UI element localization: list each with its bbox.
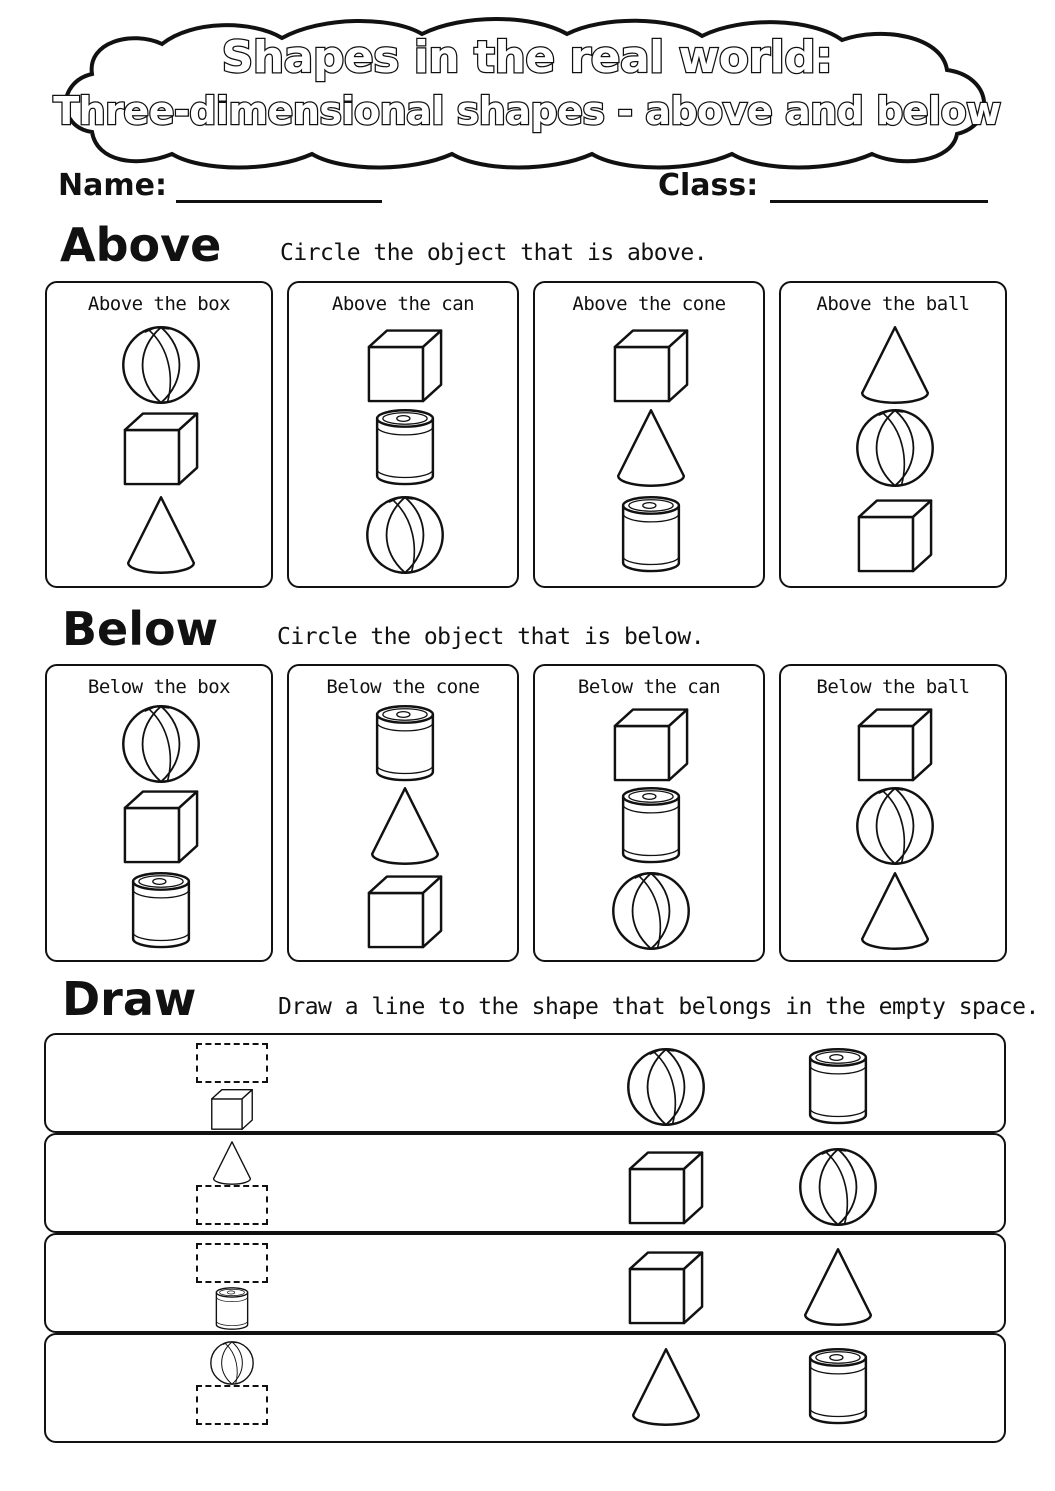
ball-icon[interactable] <box>854 785 936 871</box>
above-instruction: Circle the object that is above. <box>280 240 708 266</box>
above-box <box>45 281 273 588</box>
below-box <box>287 664 519 962</box>
empty-space[interactable] <box>196 1385 268 1425</box>
box-icon[interactable] <box>854 703 936 789</box>
cone-icon[interactable] <box>854 870 936 956</box>
can-icon[interactable] <box>120 870 202 956</box>
draw-heading: Draw <box>62 972 197 1026</box>
ball-icon[interactable] <box>364 494 446 580</box>
can-icon[interactable] <box>209 1286 255 1336</box>
empty-space[interactable] <box>196 1043 268 1083</box>
draw-row <box>44 1233 1006 1333</box>
cone-icon[interactable] <box>854 324 936 410</box>
below-instruction: Circle the object that is below. <box>277 624 705 650</box>
can-icon[interactable] <box>364 703 446 789</box>
ball-icon[interactable] <box>610 870 692 956</box>
empty-space[interactable] <box>196 1243 268 1283</box>
draw-row <box>44 1133 1006 1233</box>
above-box <box>287 281 519 588</box>
ball-icon[interactable] <box>209 1340 255 1390</box>
ball-icon[interactable] <box>120 703 202 789</box>
below-box <box>45 664 273 962</box>
box-icon[interactable] <box>120 407 202 493</box>
name-field[interactable] <box>176 200 382 203</box>
above-box-label: Above the cone <box>572 293 726 315</box>
box-icon[interactable] <box>625 1246 707 1332</box>
above-box-label: Above the box <box>87 293 231 315</box>
draw-row <box>44 1033 1006 1133</box>
below-box-label: Below the ball <box>816 676 970 698</box>
box-icon[interactable] <box>364 870 446 956</box>
can-icon[interactable] <box>610 494 692 580</box>
page-title: Shapes in the real world: <box>221 32 833 83</box>
cone-icon[interactable] <box>364 785 446 871</box>
below-box <box>533 664 765 962</box>
page-subtitle: Three-dimensional shapes - above and below <box>53 89 1001 133</box>
ball-icon[interactable] <box>854 407 936 493</box>
can-icon[interactable] <box>364 407 446 493</box>
box-icon[interactable] <box>364 324 446 410</box>
box-icon[interactable] <box>625 1146 707 1232</box>
below-heading: Below <box>62 602 219 656</box>
draw-instruction: Draw a line to the shape that belongs in the empty space. <box>278 994 1039 1020</box>
below-box-label: Below the can <box>577 676 721 698</box>
box-icon[interactable] <box>854 494 936 580</box>
cone-icon[interactable] <box>209 1140 255 1190</box>
cone-icon[interactable] <box>625 1346 707 1432</box>
below-box <box>779 664 1007 962</box>
can-icon[interactable] <box>797 1346 879 1432</box>
above-box <box>779 281 1007 588</box>
can-icon[interactable] <box>797 1046 879 1132</box>
below-box-label: Below the cone <box>326 676 480 698</box>
box-icon[interactable] <box>610 324 692 410</box>
box-icon[interactable] <box>120 785 202 871</box>
class-label: Class: <box>658 168 759 203</box>
box-icon[interactable] <box>610 703 692 789</box>
above-heading: Above <box>60 218 222 272</box>
below-box-label: Below the box <box>87 676 231 698</box>
ball-icon[interactable] <box>120 324 202 410</box>
ball-icon[interactable] <box>797 1146 879 1232</box>
cone-icon[interactable] <box>610 407 692 493</box>
ball-icon[interactable] <box>625 1046 707 1132</box>
cone-icon[interactable] <box>120 494 202 580</box>
can-icon[interactable] <box>610 785 692 871</box>
above-box <box>533 281 765 588</box>
cone-icon[interactable] <box>797 1246 879 1332</box>
box-icon[interactable] <box>209 1086 255 1136</box>
draw-row <box>44 1333 1006 1443</box>
class-field[interactable] <box>770 200 988 203</box>
above-box-label: Above the can <box>331 293 475 315</box>
above-box-label: Above the ball <box>816 293 970 315</box>
empty-space[interactable] <box>196 1185 268 1225</box>
name-label: Name: <box>58 168 167 203</box>
